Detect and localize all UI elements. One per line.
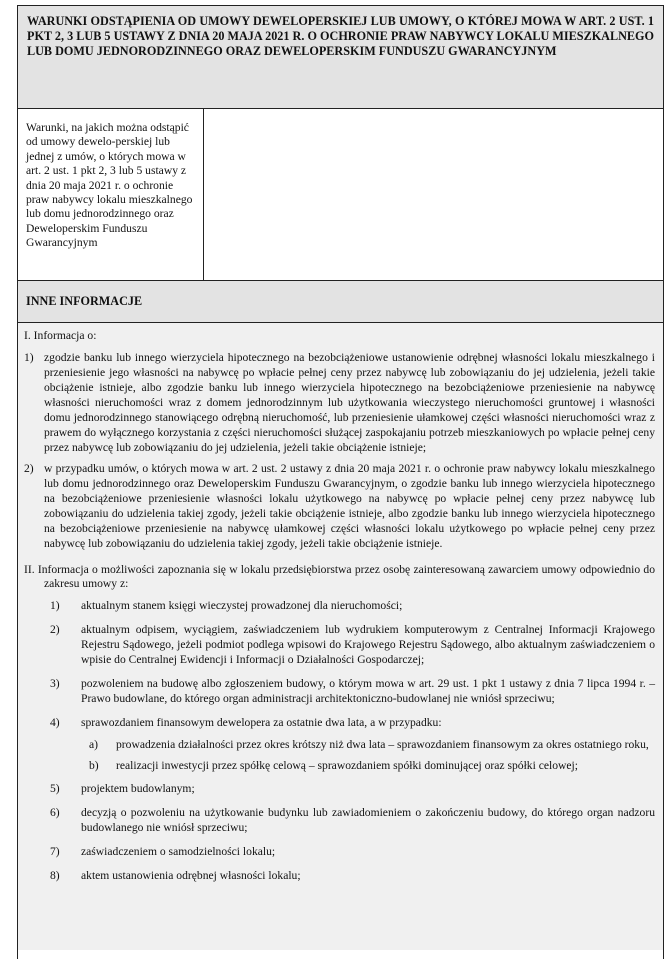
list-item-text: aktualnym stanem księgi wieczystej prowadzonej dla nieruchomości; [81,598,403,612]
list-item [24,622,655,667]
form-table [17,5,664,959]
section-2-title: II. Informacja o możliwości zapoznania się w lokalu przedsiębiorstwa przez osobę zainteresowaną zawarciem umowy odpowiednio do zakresu umowy z: [24,562,655,591]
sub-list-item-text: realizacji inwestycji przez spółkę celową – sprawozdaniem spółki dominującej oraz spółki celowej; [116,758,578,772]
list-item-text: aktualnym odpisem, wyciągiem, zaświadczeniem lub wydrukiem komputerowym z Centralnej Informacji Krajowego Rejestru Sądowego, jeżeli podmiot podlega wpisowi do Krajowego Rejestru Sądowego, albo aktualnym zaświadczeniem o wpisie do Centralnej Ewidencji i Informacji o Działalności Gospodarczej; [81,622,655,666]
list-item-number: 8) [50,868,60,882]
list-item-number: 3) [50,676,60,690]
list-item-number: 6) [50,805,60,819]
list-item-number: 1) [50,598,60,612]
list-item-number: 2) [50,622,60,636]
list-item-text: projektem budowlanym; [81,781,195,795]
list-item-text: aktem ustanowienia odrębnej własności lokalu; [81,868,301,882]
list-item-text: zaświadczeniem o samodzielności lokalu; [81,844,276,858]
section-1-title: I. Informacja o: [24,329,97,342]
other-info-heading: INNE INFORMACJE [18,281,663,323]
list-item-number: 5) [50,781,60,795]
list-item [24,805,655,835]
list-item [24,781,655,796]
sub-list-item-text: prowadzenia działalności przez okres krótszy niż dwa lata – sprawozdaniem finansowym za okres ostatniego roku, [116,737,649,751]
header-title: WARUNKI ODSTĄPIENIA OD UMOWY DEWELOPERSKIEJ LUB UMOWY, O KTÓREJ MOWA W ART. 2 UST. 1 PKT 2, 3 LUB 5 USTAWY Z DNIA 20 MAJA 2021 R. O OCHRONIE PRAW NABYWCY LOKALU MIESZKALNEGO LUB DOMU JEDNORODZINNEGO ORAZ DEWELOPERSKIM FUNDUSZU GWARANCYJNYM [27,14,654,58]
sub-list-item-letter: b) [89,758,99,772]
conditions-value-field[interactable] [204,109,663,280]
list-item-text: zgodzie banku lub innego wierzyciela hipotecznego na bezobciążeniowe ustanowienie odrębnej własności lokalu mieszkalnego i przeniesienie jego własności na nabywcę po wpłacie pełnej ceny przez nabywcę lub zobowiązaniu do jej udzielenia, jeżeli takie obciążenie istnieje, albo zgodzie banku lub innego wierzyciela hipotecznego na bezobciążeniowe przeniesienie na nabywcę własności nieruchomości wraz z domem jednorodzinnym lub użytkowania wieczystego nieruchomości gruntowej i własności domu jednorodzinnego stanowiącego odrębną nieruchomość, lub przeniesienie ułamkowej części własności nieruchomości wraz z prawem do wyłącznego korzystania z części nieruchomości służącej zaspokajaniu potrzeb mieszkaniowych po wpłacie pełnej ceny przez nabywcę lub zobowiązaniu do jej udzielenia, jeżeli takie obciążenie istnieje; [44,350,655,454]
sub-list-item-letter: a) [89,737,99,751]
list-item [24,350,655,455]
list-item [24,598,655,613]
conditions-row [18,109,663,281]
list-item [24,676,655,706]
list-item-number: 7) [50,844,60,858]
list-item-text: w przypadku umów, o których mowa w art. 2 ust. 2 ustawy z dnia 20 maja 2021 r. o ochronie praw nabywcy lokalu mieszkalnego lub domu jednorodzinnego oraz Deweloperskim Funduszu Gwarancyjnym, o zgodzie banku lub innego wierzyciela hipotecznego na bezobciążeniowe przeniesienie własności lokalu użytkowego na nabywcę po wpłacie pełnej ceny przez nabywcę lub zobowiązaniu do udzielenia takiej zgody, jeżeli takie obciążenie istnieje, albo zgodzie banku lub innego wierzyciela hipotecznego na bezobciążeniowe przeniesienie na nabywcę ułamkowej części własności lokalu użytkowego po wpłacie pełnej ceny przez nabywcę lub zobowiązaniu do udzielenia takiej zgody, jeżeli takie obciążenie istnieje. [44,461,655,550]
other-info-section [18,323,663,950]
list-item-text: decyzją o pozwoleniu na użytkowanie budynku lub zawiadomieniem o zakończeniu budowy, do którego organ nadzoru budowlanego nie wniósł sprzeciwu; [81,805,655,834]
list-item-number: 2) [24,461,34,475]
list-item-number: 1) [24,350,34,364]
list-item [24,461,655,551]
sub-list-item [24,758,655,773]
list-item-text: sprawozdaniem finansowym dewelopera za ostatnie dwa lata, a w przypadku: [81,715,442,729]
list-item [24,868,655,883]
list-item-number: 4) [50,715,60,729]
list-item [24,715,655,730]
header-section [18,6,663,109]
sub-list-item [24,737,655,752]
conditions-label: Warunki, na jakich można odstąpić od umowy dewelo-perskiej lub jednej z umów, o których mowa w art. 2 ust. 1 pkt 2, 3 lub 5 ustawy z dnia 20 maja 2021 r. o ochronie praw nabywcy lokalu mieszkalnego lub domu jednorodzinnego oraz Deweloperskim Funduszu Gwarancyjnym [18,109,204,280]
list-item-text: pozwoleniem na budowę albo zgłoszeniem budowy, o którym mowa w art. 29 ust. 1 pkt 1 ustawy z dnia 7 lipca 1994 r. – Prawo budowlane, do którego organ administracji architektoniczno-budowlanej nie wniósł sprzeciwu; [81,676,655,705]
list-item [24,844,655,859]
